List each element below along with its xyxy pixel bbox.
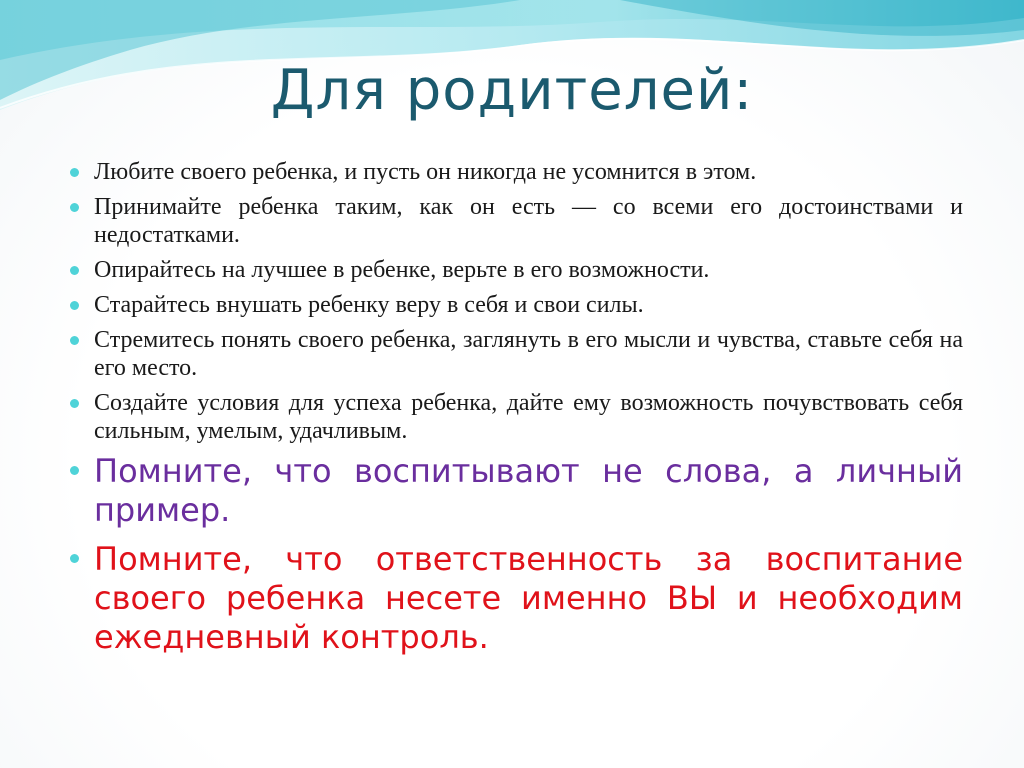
list-item-text: Помните, что ответственность за воспитание своего ребенка несете именно ВЫ и необходим ежедневный контроль. [94,540,963,656]
list-item-text: Создайте условия для успеха ребенка, дайте ему возможность почувствовать себя сильным, умелым, удачливым. [94,390,963,444]
list-item [70,193,963,249]
list-item-text: Опирайтесь на лучшее в ребенке, верьте в его возможности. [94,257,710,283]
bullet-list [70,158,963,667]
bullet-dot-icon [70,301,79,310]
slide-title: Для родителей: [270,58,754,123]
bullet-dot-icon [70,168,79,177]
list-item-text: Старайтесь внушать ребенку веру в себя и свои силы. [94,292,644,318]
list-item-text: Любите своего ребенка, и пусть он никогда не усомнится в этом. [94,159,757,185]
list-item-highlight-red [70,540,963,657]
list-item [70,158,963,186]
list-item-highlight-purple [70,452,963,530]
bullet-dot-icon [70,466,79,475]
bullet-dot-icon [70,266,79,275]
bullet-dot-icon [70,203,79,212]
list-item [70,389,963,445]
list-item [70,326,963,382]
list-item [70,256,963,284]
list-item-text: Стремитесь понять своего ребенка, заглянуть в его мысли и чувства, ставьте себя на его место. [94,327,963,381]
list-item [70,291,963,319]
bullet-dot-icon [70,399,79,408]
list-item-text: Помните, что воспитывают не слова, а личный пример. [94,452,963,529]
list-item-text: Принимайте ребенка таким, как он есть — со всеми его достоинствами и недостатками. [94,194,963,248]
bullet-dot-icon [70,554,79,563]
bullet-dot-icon [70,336,79,345]
